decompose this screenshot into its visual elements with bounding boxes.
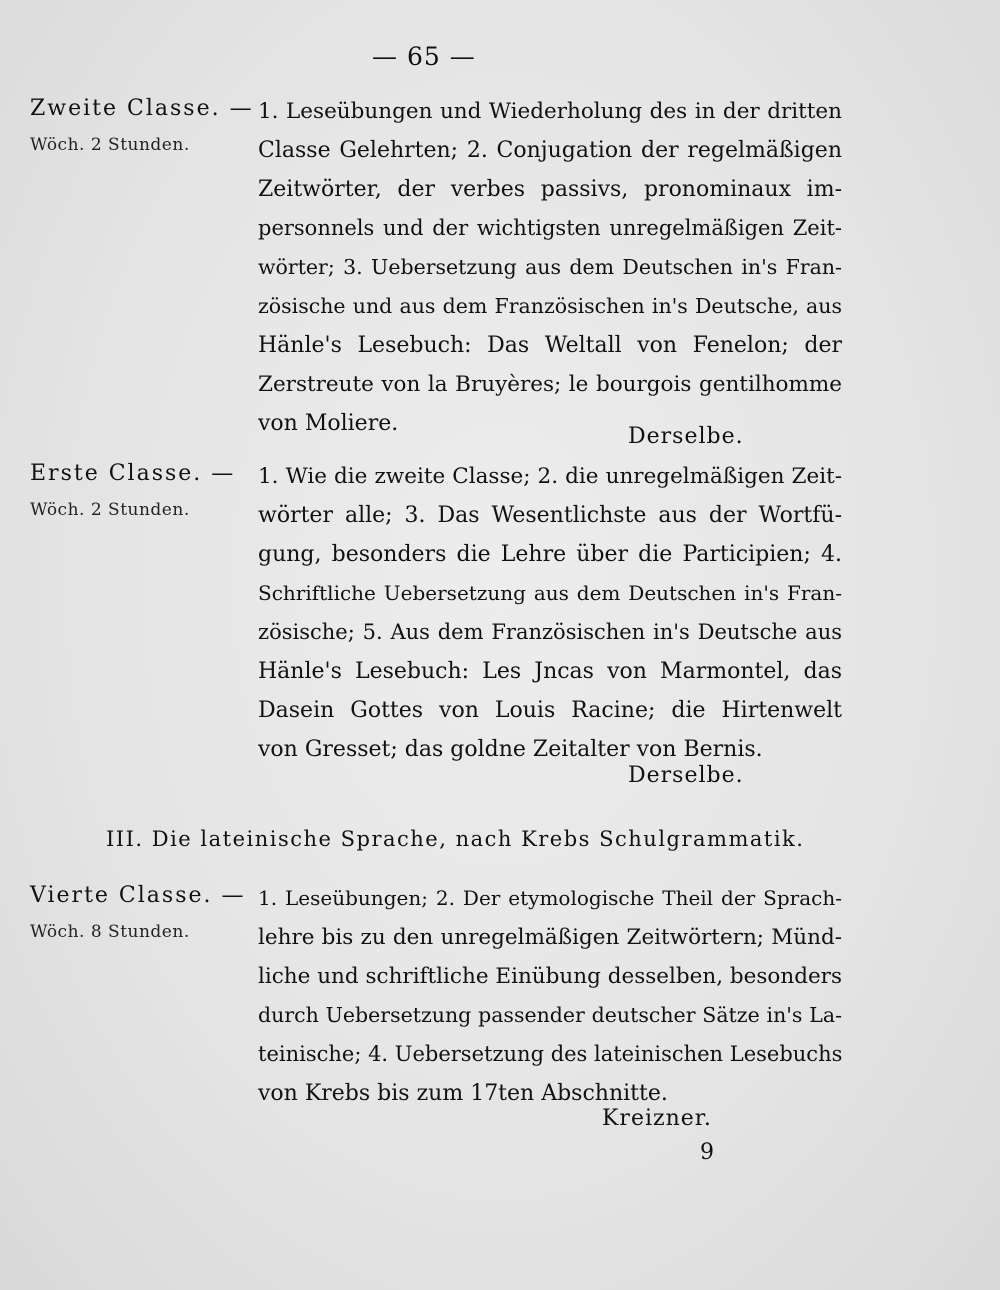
text-line: Zerstreute von la Bruyères; le bourgois gentilhomme — [258, 372, 842, 397]
text-line: Classe Gelehrten; 2. Conjugation der regelmäßigen — [258, 138, 842, 163]
catchword: 9 — [700, 1140, 715, 1165]
class-label: Erste Classe. — — [30, 461, 236, 486]
text-line: von Krebs bis zum 17ten Abschnitte. — [258, 1081, 668, 1106]
text-line: liche und schriftliche Einübung desselben, besonders — [258, 964, 842, 989]
text-line: Hänle's Lesebuch: Les Jncas von Marmontel, das — [258, 659, 842, 684]
page-number: — 65 — — [372, 42, 476, 71]
text-line: lehre bis zu den unregelmäßigen Zeitwörtern; Münd- — [258, 925, 842, 950]
text-line: personnels und der wichtigsten unregelmäßigen Zeit- — [258, 216, 842, 240]
text-line: zösische; 5. Aus dem Französischen in's Deutsche aus — [258, 620, 842, 644]
text-line: 1. Leseübungen; 2. Der etymologische Theil der Sprach- — [258, 886, 842, 910]
section-text — [258, 879, 842, 1113]
section-heading: III. Die lateinische Sprache, nach Krebs Schulgrammatik. — [106, 827, 805, 851]
hours-label: Wöch. 2 Stunden. — [30, 135, 190, 155]
text-line: durch Uebersetzung passender deutscher Sätze in's La- — [258, 1003, 842, 1027]
signature: Kreizner. — [602, 1106, 712, 1131]
text-line: Hänle's Lesebuch: Das Weltall von Fenelon; der — [258, 333, 842, 358]
section-text — [258, 457, 842, 769]
text-line: wörter alle; 3. Das Wesentlichste aus der Wortfü- — [258, 503, 842, 528]
text-line: wörter; 3. Uebersetzung aus dem Deutschen in's Fran- — [258, 255, 842, 279]
text-line: von Moliere. — [258, 411, 399, 436]
text-line: Dasein Gottes von Louis Racine; die Hirtenwelt — [258, 698, 842, 723]
hours-label: Wöch. 8 Stunden. — [30, 922, 190, 942]
hours-label: Wöch. 2 Stunden. — [30, 500, 190, 520]
text-line: teinische; 4. Uebersetzung des lateinischen Lesebuchs — [258, 1042, 843, 1066]
text-line: von Gresset; das goldne Zeitalter von Bernis. — [258, 737, 763, 762]
signature: Derselbe. — [628, 424, 744, 449]
text-line: Schriftliche Uebersetzung aus dem Deutschen in's Fran- — [258, 581, 842, 605]
text-line: Zeitwörter, der verbes passivs, pronominaux im- — [258, 177, 842, 202]
text-line: gung, besonders die Lehre über die Participien; 4. — [258, 542, 842, 567]
text-line: zösische und aus dem Französischen in's Deutsche, aus — [258, 294, 842, 318]
class-label: Vierte Classe. — — [30, 883, 246, 908]
section-text — [258, 92, 842, 443]
text-line: 1. Wie die zweite Classe; 2. die unregelmäßigen Zeit- — [258, 464, 842, 489]
signature: Derselbe. — [628, 763, 744, 788]
text-line: 1. Leseübungen und Wiederholung des in der dritten — [258, 99, 842, 124]
class-label: Zweite Classe. — — [30, 96, 254, 121]
